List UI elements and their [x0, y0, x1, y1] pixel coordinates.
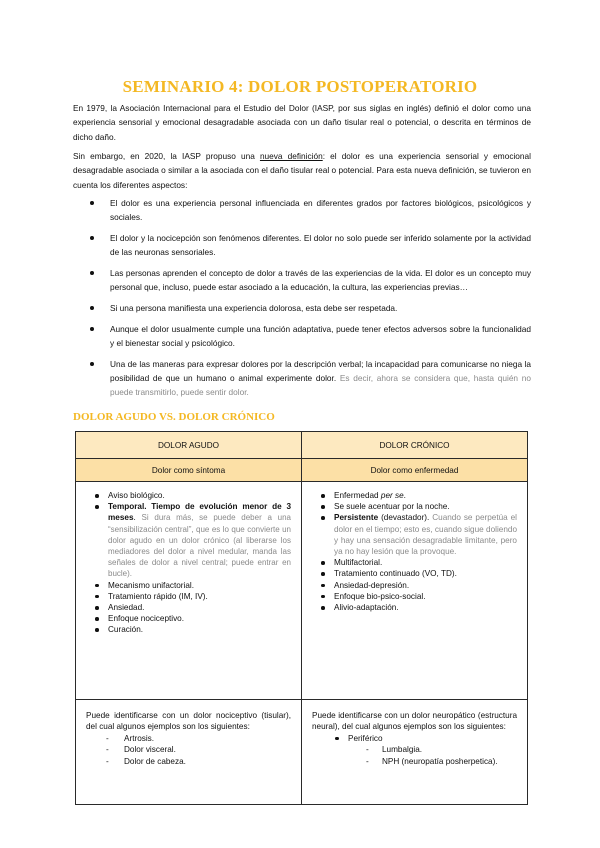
- intro-p2-start: Sin embargo, en 2020, la IASP propuso una: [73, 151, 260, 161]
- list-item: Tratamiento continuado (VO, TD).: [312, 568, 517, 579]
- list-item: Aviso biológico.: [86, 490, 291, 501]
- aspect-item: Si una persona manifiesta una experiencia dolorosa, esta debe ser respetada.: [73, 301, 531, 315]
- persistent-bold: Persistente: [334, 513, 379, 523]
- temporal-bold: Temporal. Tiempo de evolución menor de 3 meses: [108, 502, 291, 523]
- section-title: DOLOR AGUDO VS. DOLOR CRÓNICO: [73, 411, 275, 423]
- acute-features-list: [86, 490, 291, 636]
- list-item-text: Enfermedad: [334, 491, 381, 500]
- acute-features-cell: [76, 482, 302, 700]
- list-item: [86, 501, 291, 579]
- chronic-header: DOLOR CRÓNICO: [302, 432, 528, 459]
- chronic-subheader: Dolor como enfermedad: [302, 459, 528, 482]
- chronic-features-list: [312, 490, 517, 613]
- list-item: Ansiedad-depresión.: [312, 580, 517, 591]
- per-se-italic: per se: [380, 491, 404, 500]
- aspect-item-text: Una de las maneras para expresar dolores por la descripción verbal; la incapacidad para comunicarse no niega la posibilidad de que un humano o animal experimente dolor.: [110, 359, 531, 383]
- list-item: Se suele acentuar por la noche.: [312, 501, 517, 512]
- list-item: Multifactorial.: [312, 557, 517, 568]
- list-item: - Dolor visceral.: [86, 744, 291, 755]
- list-item: Enfoque bio-psico-social.: [312, 591, 517, 602]
- aspect-item: El dolor es una experiencia personal influenciada en diferentes grados por factores biológicos, psicológicos y sociales.: [73, 196, 531, 224]
- list-item: Curación.: [86, 624, 291, 635]
- punctuation: .: [133, 513, 142, 523]
- intro-paragraph-2: [73, 149, 531, 192]
- list-item-text: (devastador).: [378, 513, 430, 523]
- list-item: - Artrosis.: [86, 733, 291, 744]
- intro-paragraph-1: En 1979, la Asociación Internacional para el Estudio del Dolor (IASP, por sus siglas en inglés) definió el dolor como una experiencia sensorial y emocional desagradable asociada con un daño tisular real o potencial, o descrita en términos de dicho daño.: [73, 103, 531, 142]
- aspects-list: [73, 196, 531, 406]
- list-item: [312, 512, 517, 557]
- chronic-features-cell: [302, 482, 528, 700]
- list-item: - Dolor de cabeza.: [86, 756, 291, 767]
- comparison-table: [75, 431, 528, 805]
- chronic-examples-intro: Puede identificarse con un dolor neuropático (estructura neural), del cual algunos ejemplos son los siguientes:: [312, 711, 517, 732]
- aspect-item: Aunque el dolor usualmente cumple una función adaptativa, puede tener efectos adversos sobre la funcionalidad y el bienestar social y psicológico.: [73, 322, 531, 350]
- chronic-examples-list: [312, 744, 517, 767]
- acute-examples-intro: Puede identificarse con un dolor nociceptivo (tisular), del cual algunos ejemplos son los siguientes:: [86, 711, 291, 732]
- aspect-item: El dolor y la nocicepción son fenómenos diferentes. El dolor no solo puede ser inferido solamente por la actividad de las neuronas sensoriales.: [73, 231, 531, 259]
- list-item: - NPH (neuropatía posherpetica).: [312, 756, 517, 767]
- new-definition-link[interactable]: nueva definición: [259, 151, 323, 161]
- list-item: [312, 490, 517, 501]
- persistent-note: Cuando se perpetúa el dolor en el tiempo; esto es, cuando sigue doliendo y hay una sensación desagradable limitante, pero ya no hay lesión que la provoque.: [334, 513, 517, 557]
- acute-subheader: Dolor como síntoma: [76, 459, 302, 482]
- document-title: SEMINARIO 4: DOLOR POSTOPERATORIO: [122, 77, 478, 96]
- peripheral-item: Periférico: [312, 733, 517, 744]
- list-item: Alivio-adaptación.: [312, 602, 517, 613]
- acute-examples-list: [86, 733, 291, 767]
- acute-examples-cell: [76, 700, 302, 805]
- list-item: Ansiedad.: [86, 602, 291, 613]
- intro-p2-end: : el dolor es una experiencia sensorial y emocional desagradable asociada o similar a la asociada con el daño tisular real o potencial. Para esta nueva definición, se tuvieron en cuenta los diferentes aspectos:: [73, 151, 531, 190]
- punctuation: .: [403, 491, 406, 500]
- list-item: - Lumbalgia.: [312, 744, 517, 755]
- aspect-item-note: Es decir, ahora se considera que, hasta quién no puede transmitirlo, puede sentir dolor.: [110, 373, 531, 397]
- list-item: Mecanismo unifactorial.: [86, 580, 291, 591]
- list-item: Enfoque nociceptivo.: [86, 613, 291, 624]
- aspect-item: [73, 357, 531, 399]
- chronic-examples-cell: [302, 700, 528, 805]
- aspect-item: Las personas aprenden el concepto de dolor a través de las experiencias de la vida. El dolor es un concepto muy personal que, incluso, puede estar asociado a la educación, la cultura, las experiencias previas…: [73, 266, 531, 294]
- acute-header: DOLOR AGUDO: [76, 432, 302, 459]
- list-item: Tratamiento rápido (IM, IV).: [86, 591, 291, 602]
- temporal-note: Si dura más, se puede deber a una “sensibilización central”, que es lo que convierte un dolor agudo en un dolor crónico (al liberarse los mediadores del dolor a nivel medular, manda las señales de dolor a nivel central; puede entrar en bucle).: [108, 513, 291, 579]
